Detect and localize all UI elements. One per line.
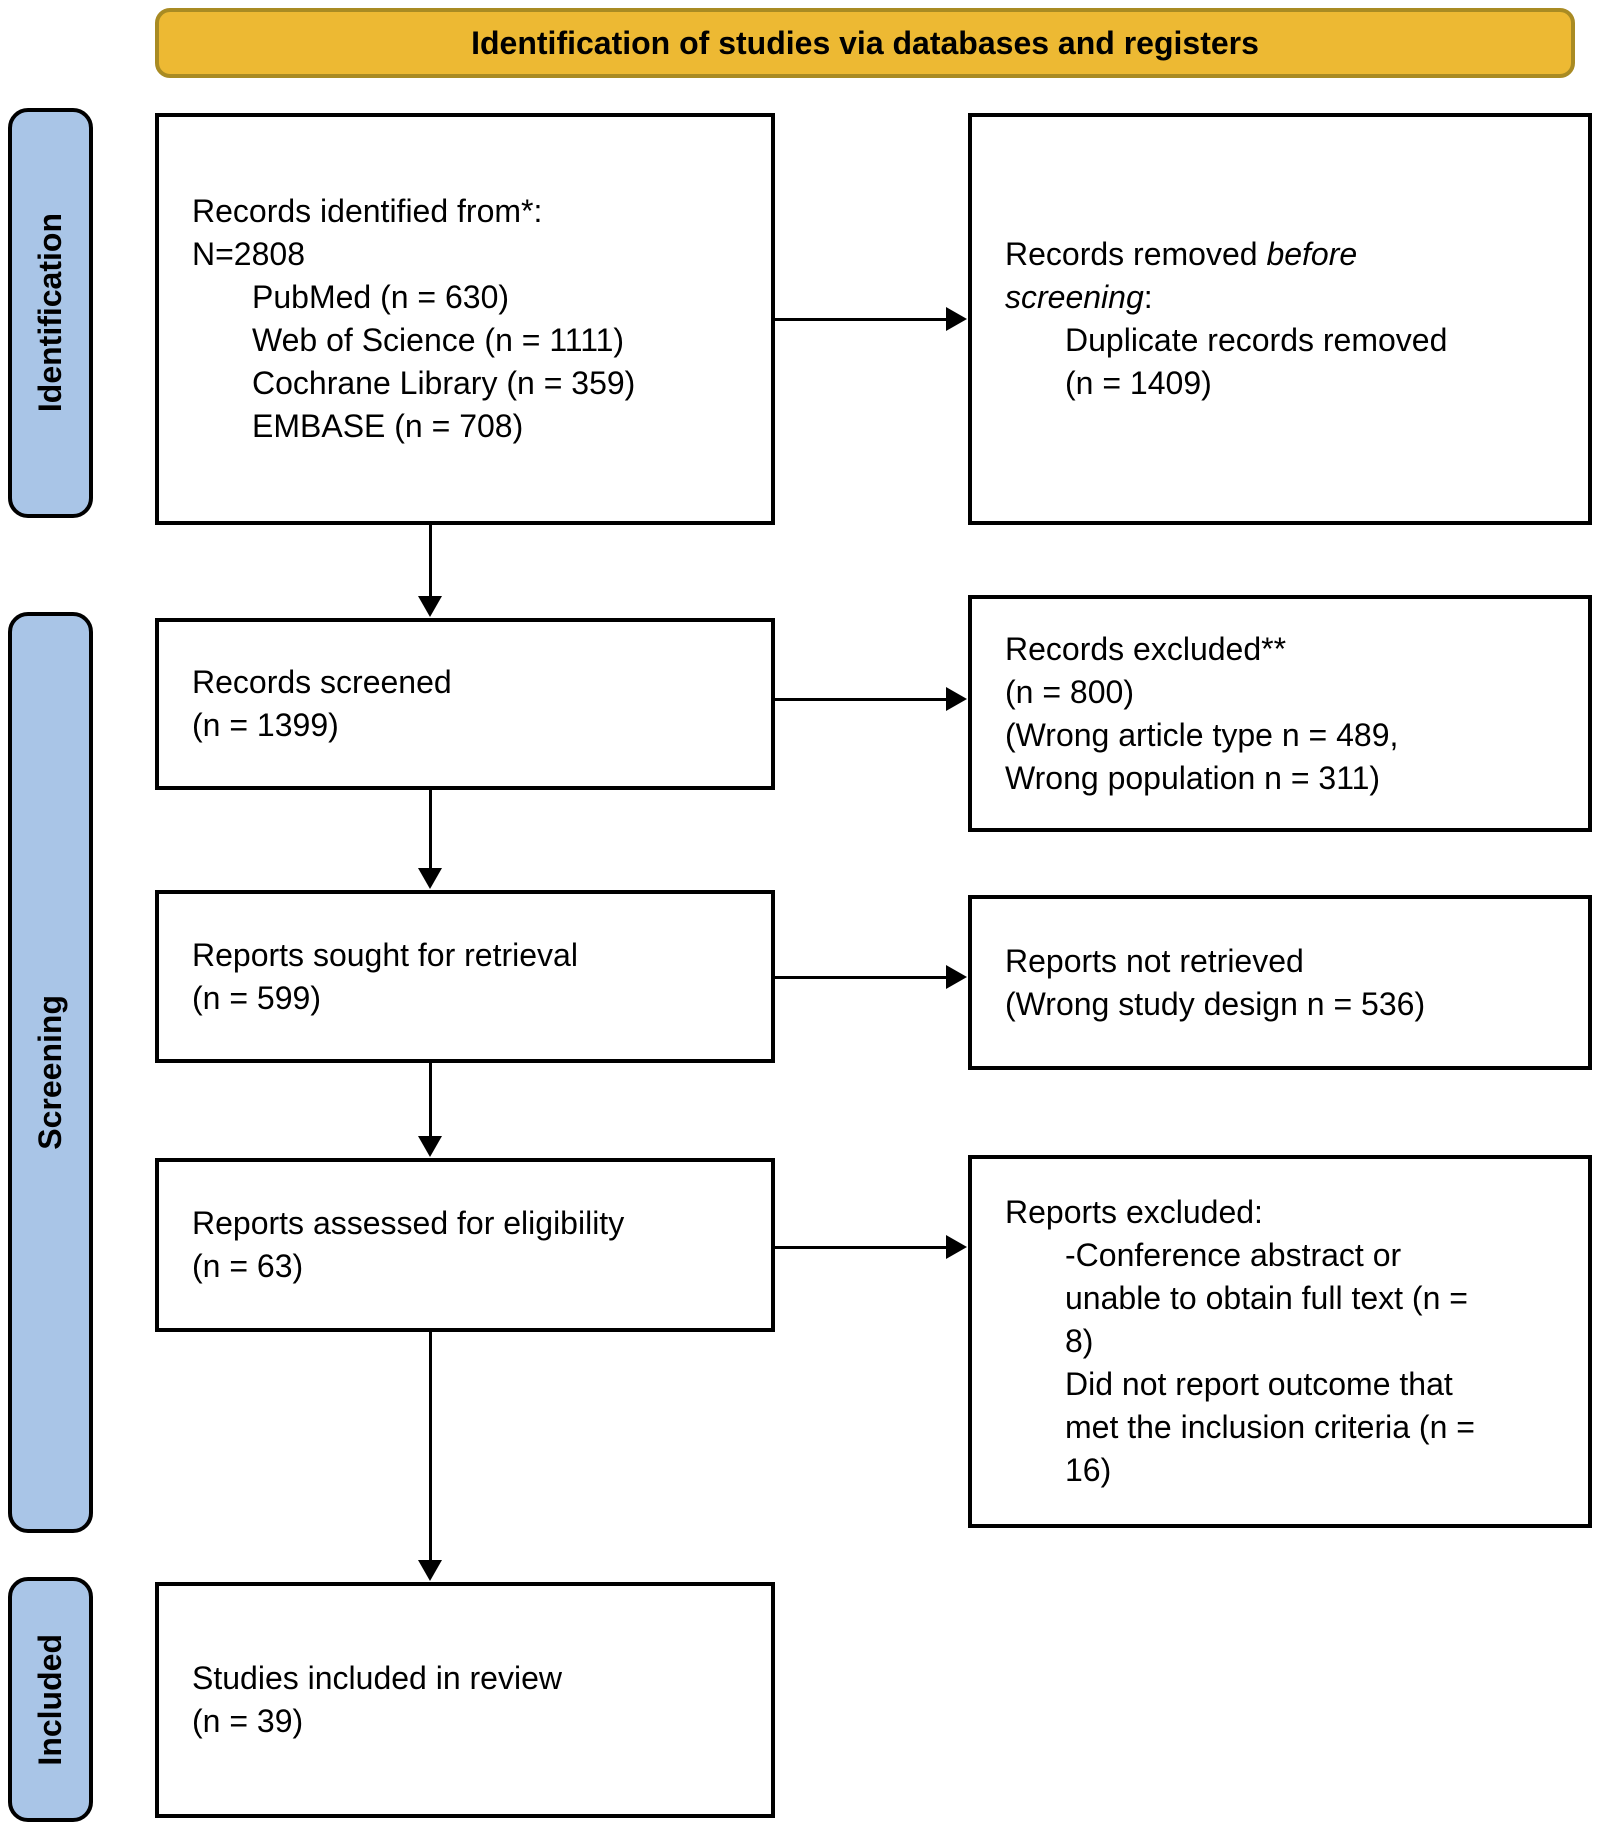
box-line: Reports excluded: bbox=[1005, 1194, 1263, 1230]
box-line: Cochrane Library (n = 359) bbox=[252, 365, 636, 401]
box-line: Reports assessed for eligibility bbox=[192, 1205, 625, 1241]
stage-label-identification: Identification bbox=[8, 108, 93, 518]
box-line: Duplicate records removed bbox=[1065, 322, 1448, 358]
box-line: EMBASE (n = 708) bbox=[252, 408, 524, 444]
box-line: Records excluded** bbox=[1005, 630, 1287, 667]
box-line: Records screened bbox=[192, 664, 452, 700]
box-line: Records identified from*: bbox=[192, 193, 543, 229]
box-line: Records removed before bbox=[1005, 236, 1358, 272]
arrow-sought-to-not-retrieved bbox=[775, 976, 946, 979]
arrow-identified-to-screened bbox=[429, 525, 432, 596]
box-line: Web of Science (n = 1111) bbox=[252, 322, 625, 358]
box-records-removed bbox=[968, 113, 1592, 525]
box-records-excluded bbox=[968, 595, 1592, 832]
box-line: Studies included in review bbox=[192, 1660, 562, 1696]
stage-label-included: Included bbox=[8, 1577, 93, 1822]
box-line: -Conference abstract or bbox=[1065, 1237, 1402, 1273]
stage-label-screening: Screening bbox=[8, 612, 93, 1533]
arrow-sought-to-assessed bbox=[429, 1063, 432, 1136]
box-line: 16) bbox=[1065, 1452, 1112, 1488]
box-records-identified bbox=[155, 113, 775, 525]
arrow-identified-to-removed bbox=[775, 318, 946, 321]
box-line: Wrong population n = 311) bbox=[1005, 759, 1381, 796]
header-band bbox=[155, 8, 1575, 78]
box-line: Reports not retrieved bbox=[1005, 942, 1304, 979]
box-line: (n = 39) bbox=[192, 1703, 304, 1739]
box-reports-not-retrieved bbox=[968, 895, 1592, 1070]
box-line: (Wrong study design n = 536) bbox=[1005, 985, 1426, 1022]
box-line: Did not report outcome that bbox=[1065, 1366, 1453, 1402]
box-reports-assessed bbox=[155, 1158, 775, 1332]
arrow-assessed-to-included bbox=[429, 1332, 432, 1560]
arrow-screened-to-excluded bbox=[775, 698, 946, 701]
box-line: N=2808 bbox=[192, 236, 305, 272]
header-title: Identification of studies via databases and registers bbox=[471, 24, 1259, 61]
box-line: (n = 599) bbox=[192, 979, 321, 1016]
box-line: screening: bbox=[1005, 279, 1153, 315]
arrow-screened-to-sought bbox=[429, 790, 432, 868]
box-studies-included bbox=[155, 1582, 775, 1818]
box-line: PubMed (n = 630) bbox=[252, 279, 510, 315]
box-reports-sought bbox=[155, 890, 775, 1063]
arrow-assessed-to-reports-excluded bbox=[775, 1246, 946, 1249]
box-line: unable to obtain full text (n = bbox=[1065, 1280, 1468, 1316]
box-line: (n = 63) bbox=[192, 1248, 304, 1284]
box-line: (Wrong article type n = 489, bbox=[1005, 716, 1399, 753]
box-line: 8) bbox=[1065, 1323, 1094, 1359]
box-line: (n = 800) bbox=[1005, 673, 1134, 710]
box-line: met the inclusion criteria (n = bbox=[1065, 1409, 1475, 1445]
box-records-screened bbox=[155, 618, 775, 790]
box-reports-excluded bbox=[968, 1155, 1592, 1528]
box-line: Reports sought for retrieval bbox=[192, 936, 578, 973]
box-line: (n = 1399) bbox=[192, 707, 339, 743]
box-line: (n = 1409) bbox=[1065, 365, 1212, 401]
